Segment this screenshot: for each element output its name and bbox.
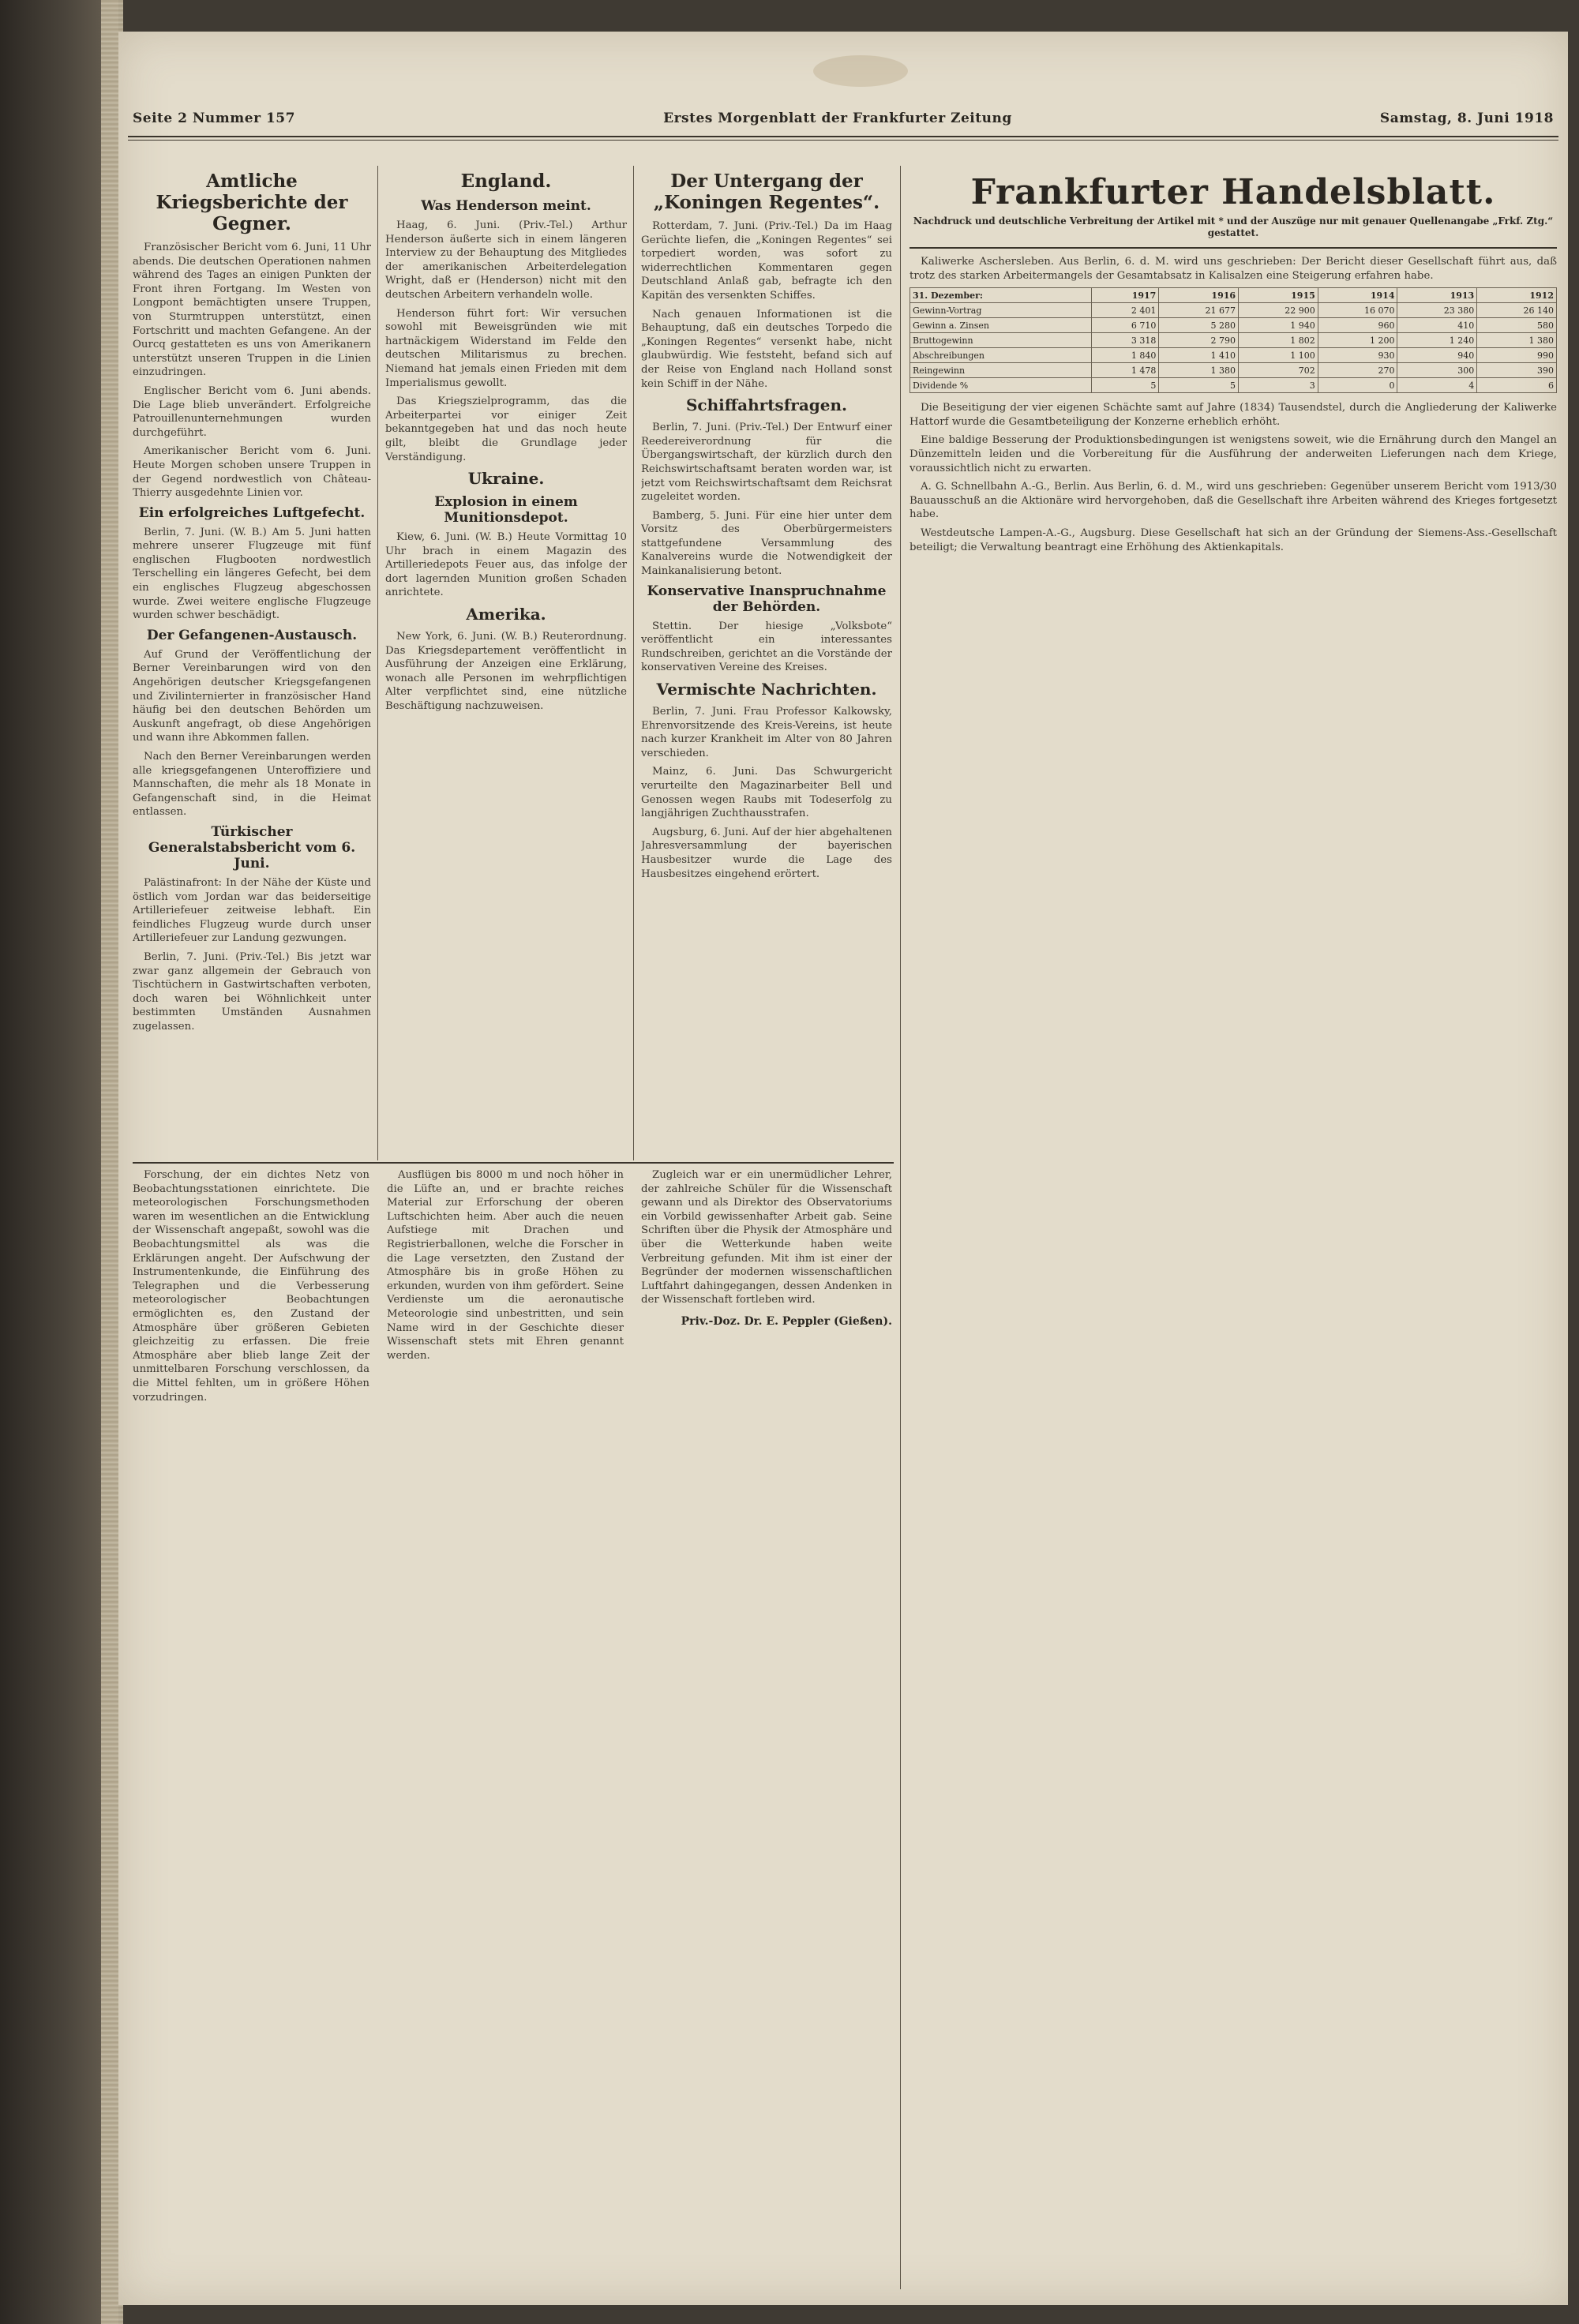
table-cell: Gewinn a. Zinsen xyxy=(910,318,1092,333)
article-paragraph: Forschung, der ein dichtes Netz von Beobachtungsstationen einrichtete. Die meteorologischen Forschungsmethoden waren im wesentlichen an die Entwicklung der Wissenschaft angepaßt, sowohl was die Beobachtungsmittel als was die Erklärungen angeht. Der Aufschwung der Instrumentenkunde, die Einführung des Telegraphen und die Verbesserung meteorologischer Beobachtungen ermöglichten es, den Zustand der Atmosphäre über größeren Gebieten gleichzeitig zu erfassen. Die freie Atmosphäre aber blieb lange Zeit der unmittelbaren Forschung verschlossen, da die Mittel fehlten, um in größere Höhen vorzudringen. xyxy=(133,1169,369,1404)
column-divider xyxy=(633,166,634,1160)
table-header-cell: 1916 xyxy=(1159,288,1239,303)
table-cell: 1 100 xyxy=(1239,348,1318,363)
table-header-cell: 1913 xyxy=(1397,288,1477,303)
subheading: Konservative Inanspruchnahme der Behörden. xyxy=(647,583,887,615)
article-paragraph: Kaliwerke Aschersleben. Aus Berlin, 6. d. M. wird uns geschrieben: Der Bericht dieser Gesellschaft führt aus, daß trotz des starken Arbeitermangels der Gesamtabsatz in Kalisalzen eine Steigerung erfahren habe. xyxy=(910,256,1557,282)
table-cell: 0 xyxy=(1318,378,1397,393)
table-cell: 6 xyxy=(1477,378,1557,393)
article-paragraph: Die Beseitigung der vier eigenen Schächte samt auf Jahre (1834) Tausendstel, durch die Angliederung der Kaliwerke Hattorf wurde die Gesamtbeteiligung der Konzerne erheblich erhöht. xyxy=(910,402,1557,428)
table-cell: 26 140 xyxy=(1477,303,1557,318)
table-cell: 580 xyxy=(1477,318,1557,333)
table-row xyxy=(910,378,1557,393)
table-cell: 1 802 xyxy=(1239,333,1318,348)
section-heading: Amtliche Kriegsberichte der Gegner. xyxy=(156,171,348,234)
section-heading: Vermischte Nachrichten. xyxy=(656,680,877,699)
table-row xyxy=(910,303,1557,318)
article-paragraph: Stettin. Der hiesige „Volksbote“ veröffentlicht ein interessantes Rundschreiben, gerichtet an die Vorstände der konservativen Vereine des Kreises. xyxy=(641,620,892,674)
masthead xyxy=(133,104,1554,133)
table-cell: 410 xyxy=(1397,318,1477,333)
section-heading: England. xyxy=(460,171,552,192)
column-divider xyxy=(900,166,901,2289)
masthead-rule xyxy=(128,136,1558,137)
subheading: Türkischer Generalstabsbericht vom 6. Juni. xyxy=(148,823,356,872)
table-cell: Reingewinn xyxy=(910,363,1092,378)
article-paragraph: Das Kriegszielprogramm, das die Arbeiterpartei vor einiger Zeit bekanntgegeben hat und das noch heute gilt, bleibt die Grundlage jeder Verständigung. xyxy=(385,395,627,463)
subheading: Was Henderson meint. xyxy=(421,198,591,214)
table-header-cell: 1914 xyxy=(1318,288,1397,303)
table-cell: 390 xyxy=(1477,363,1557,378)
table-cell: 1 840 xyxy=(1092,348,1159,363)
article-paragraph: Nach genauen Informationen ist die Behauptung, daß ein deutsches Torpedo die „Koningen Regentes“ versenkt habe, nicht glaubwürdig. Wie feststeht, befand sich auf der Reise von England nach Holland sonst kein Schiff in der Nähe. xyxy=(641,308,892,390)
table-cell: 1 380 xyxy=(1159,363,1239,378)
article-paragraph: Englischer Bericht vom 6. Juni abends. Die Lage blieb unverändert. Erfolgreiche Patrouillenunternehmungen wurden durchgeführt. xyxy=(133,384,371,439)
table-cell: 990 xyxy=(1477,348,1557,363)
table-header-cell: 1915 xyxy=(1239,288,1318,303)
article-paragraph: Kiew, 6. Juni. (W. B.) Heute Vormittag 10 Uhr brach in einem Magazin des Artilleriedepots Feuer aus, das infolge der dort lagernden Munition großen Schaden anrichtete. xyxy=(385,531,627,599)
table-cell: 2 401 xyxy=(1092,303,1159,318)
column-divider xyxy=(377,166,378,1160)
table-cell: 4 xyxy=(1397,378,1477,393)
section-heading: Ukraine. xyxy=(467,469,545,489)
table-cell: 702 xyxy=(1239,363,1318,378)
table-row xyxy=(910,348,1557,363)
article-paragraph: Berlin, 7. Juni. Frau Professor Kalkowsky, Ehrenvorsitzende des Kreis-Vereins, ist heute nach kurzer Krankheit im Alter von 80 Jahren verschieden. xyxy=(641,706,892,759)
article-paragraph: Augsburg, 6. Juni. Auf der hier abgehaltenen Jahresversammlung der bayerischen Hausbesitzer wurde die Lage des Hausbesitzes eingehend erörtert. xyxy=(641,826,892,880)
balance-table xyxy=(910,287,1557,393)
article-paragraph: Zugleich war er ein unermüdlicher Lehrer, der zahlreiche Schüler für die Wissenschaft gewann und als Direktor des Observatoriums ein Vorbild gewissenhafter Arbeit gab. Seine Schriften über die Physik der Atmosphäre und über die Wetterkunde haben weite Verbreitung gefunden. Mit ihm ist einer der Begründer der modernen wissenschaftlichen Luftfahrt dahingegangen, dessen Andenken in der Wissenschaft fortleben wird. xyxy=(641,1169,892,1306)
newspaper-page xyxy=(118,32,1568,2305)
table-cell: 1 380 xyxy=(1477,333,1557,348)
article-paragraph: Westdeutsche Lampen-A.-G., Augsburg. Diese Gesellschaft hat sich an der Gründung der Siemens-Ass.-Gesellschaft beteiligt; die Verwaltung beantragt eine Erhöhung des Aktienkapitals. xyxy=(910,527,1557,553)
column-1 xyxy=(133,166,371,1160)
table-row xyxy=(910,333,1557,348)
table-header-cell: 1912 xyxy=(1477,288,1557,303)
article-paragraph: Berlin, 7. Juni. (Priv.-Tel.) Bis jetzt war zwar ganz allgemein der Gebrauch von Tischtüchern in Gastwirtschaften verboten, doch waren bei Wöhnlichkeit unter bestimmten Umständen Ausnahmen zugelassen. xyxy=(133,950,371,1033)
stain xyxy=(813,55,908,87)
table-cell: 3 xyxy=(1239,378,1318,393)
table-cell: 3 318 xyxy=(1092,333,1159,348)
article-paragraph: Auf Grund der Veröffentlichung der Berner Vereinbarungen wird von den Angehörigen deutscher Kriegsgefangenen und Zivilinternierter in französischer Hand häufig bei den deutschen Behörden um Auskunft angefragt, ob diese Angehörigen und wann ihre Abkommen fallen. xyxy=(133,648,371,744)
title-rule xyxy=(910,247,1557,249)
masthead-right: Samstag, 8. Juni 1918 xyxy=(1379,111,1554,126)
article-paragraph: Berlin, 7. Juni. (W. B.) Am 5. Juni hatten mehrere unserer Flugzeuge mit fünf englischen Flugbooten nordwestlich Terschelling ein längeres Gefecht, bei dem ein englisches Flugzeug abgeschossen wurde. Zwei weitere englische Flugzeuge wurden schwer beschädigt. xyxy=(133,526,371,622)
table-cell: 5 xyxy=(1092,378,1159,393)
handelsblatt-title: Frankfurter Handelsblatt. xyxy=(970,172,1496,212)
article-paragraph: Berlin, 7. Juni. (Priv.-Tel.) Der Entwurf einer Reedereiverordnung für die Übergangswirtschaft, der kürzlich durch den Reichswirtschaftsamt beraten worden war, ist jetzt vom Reichswirtschaftsamt dem Reichsrat zugeleitet worden. xyxy=(641,422,892,504)
article-paragraph: Henderson führt fort: Wir versuchen sowohl mit Beweisgründen wie mit hartnäckigem Widerstand im Felde den deutschen Militarismus zu brechen. Niemand hat jemals einen Frieden mit dem Imperialismus gewollt. xyxy=(385,307,627,389)
table-header-row xyxy=(910,288,1557,303)
author-signature: Priv.-Doz. Dr. E. Peppler (Gießen). xyxy=(681,1314,892,1328)
reprint-notice: Nachdruck und deutschliche Verbreitung der Artikel mit * und der Auszüge nur mit genauer Quellenangabe „Frkf. Ztg.“ gestattet. xyxy=(913,216,1554,238)
table-cell: 5 xyxy=(1159,378,1239,393)
feuilleton-column-1 xyxy=(133,1168,369,2289)
table-cell: 1 940 xyxy=(1239,318,1318,333)
article-paragraph: Eine baldige Besserung der Produktionsbedingungen ist wenigstens soweit, wie die Ernährung durch den Mangel an Dünzemitteln leiden und die Vorbereitung für die Ausführung der anderweiten Lieferungen nach dem Kriege, voraussichtlich nicht zu erwarten. xyxy=(910,434,1557,474)
table-cell: 1 410 xyxy=(1159,348,1239,363)
table-row xyxy=(910,318,1557,333)
section-heading: Der Untergang der „Koningen Regentes“. xyxy=(653,171,880,213)
section-heading: Schiffahrtsfragen. xyxy=(685,395,848,415)
table-cell: 23 380 xyxy=(1397,303,1477,318)
subheading: Ein erfolgreiches Luftgefecht. xyxy=(138,504,366,521)
table-cell: Abschreibungen xyxy=(910,348,1092,363)
section-heading: Amerika. xyxy=(466,605,546,624)
table-cell: 5 280 xyxy=(1159,318,1239,333)
table-cell: 16 070 xyxy=(1318,303,1397,318)
article-paragraph: Amerikanischer Bericht vom 6. Juni. Heute Morgen schoben unsere Truppen in der Gegend nordwestlich von Château-Thierry ausgedehnte Linien vor. xyxy=(133,445,371,500)
table-cell: 270 xyxy=(1318,363,1397,378)
article-paragraph: Nach den Berner Vereinbarungen werden alle kriegsgefangenen Unteroffiziere und Mannschaften, die mehr als 18 Monate in Gefangenschaft sind, in die Heimat entlassen. xyxy=(133,751,371,819)
article-paragraph: Palästinafront: In der Nähe der Küste und östlich vom Jordan war das beiderseitige Artilleriefeuer zeitweise lebhaft. Ein feindliches Flugzeug wurde durch unser Artilleriefeuer zur Landung gezwungen. xyxy=(133,876,371,945)
feuilleton-column-3 xyxy=(641,1168,892,2289)
table-header-cell: 1917 xyxy=(1092,288,1159,303)
column-4-handelsblatt xyxy=(910,166,1557,2289)
column-2 xyxy=(385,166,627,1160)
table-cell: 22 900 xyxy=(1239,303,1318,318)
article-paragraph: Rotterdam, 7. Juni. (Priv.-Tel.) Da im Haag Gerüchte liefen, die „Koningen Regentes“ sei torpediert worden, was sofort zu widerrechtlichen Kommentaren gegen Deutschland Anlaß gab, befragte ich den Kapitän des versenkten Schiffes. xyxy=(641,220,892,302)
table-row xyxy=(910,363,1557,378)
table-cell: 2 790 xyxy=(1159,333,1239,348)
table-cell: 1 240 xyxy=(1397,333,1477,348)
article-paragraph: Bamberg, 5. Juni. Für eine hier unter dem Vorsitz des Oberbürgermeisters stattgefundene Versammlung des Kanalvereins wurde die Notwendigkeit der Mainkanalisierung betont. xyxy=(641,509,892,578)
table-cell: 960 xyxy=(1318,318,1397,333)
table-cell: 6 710 xyxy=(1092,318,1159,333)
article-paragraph: New York, 6. Juni. (W. B.) Reuterordnung. Das Kriegsdepartement veröffentlicht in Ausführung der Anzeigen eine Erklärung, wonach alle Personen im wehrpflichtigen Alter verpflichtet sind, eine nützliche Beschäftigung nachzuweisen. xyxy=(385,631,627,713)
feuilleton-rule xyxy=(133,1162,894,1164)
subheading: Der Gefangenen-Austausch. xyxy=(146,627,358,643)
masthead-center: Erstes Morgenblatt der Frankfurter Zeitung xyxy=(663,111,1012,126)
table-body xyxy=(910,303,1557,393)
article-paragraph: A. G. Schnellbahn A.-G., Berlin. Aus Berlin, 6. d. M., wird uns geschrieben: Gegenüber unserem Bericht vom 1913/30 Bauausschuß an die Aktionäre wird hervorgehoben, daß die Gesellschaft ihre Arbeiten während des Krieges fortgesetzt habe. xyxy=(910,481,1557,521)
masthead-rule-thin xyxy=(128,140,1558,141)
table-cell: Dividende % xyxy=(910,378,1092,393)
table-cell: 1 478 xyxy=(1092,363,1159,378)
table-cell: 930 xyxy=(1318,348,1397,363)
table-cell: 1 200 xyxy=(1318,333,1397,348)
article-paragraph: Ausflügen bis 8000 m und noch höher in die Lüfte an, und er brachte reiches Material zur Erforschung der oberen Luftschichten heim. Aber auch die neuen Aufstiege mit Drachen und Registrierballonen, welche die Forscher in die Lage versetzten, den Zustand der Atmosphäre bis in große Höhen zu erkunden, wurden von ihm gefördert. Seine Verdienste um die aeronautische Meteorologie sind unbestritten, und sein Name wird in der Geschichte dieser Wissenschaft stets mit Ehren genannt werden. xyxy=(387,1169,624,1362)
table-cell: 940 xyxy=(1397,348,1477,363)
feuilleton xyxy=(133,1168,894,2289)
subheading: Explosion in einem Munitionsdepot. xyxy=(434,494,578,527)
table-cell: 300 xyxy=(1397,363,1477,378)
masthead-left: Seite 2 Nummer 157 xyxy=(133,111,295,126)
table-cell: 21 677 xyxy=(1159,303,1239,318)
article-paragraph: Haag, 6. Juni. (Priv.-Tel.) Arthur Henderson äußerte sich in einem längeren Interview zu der Behauptung des Mitgliedes der amerikanischen Arbeiterdelegation Wright, daß er (Henderson) nicht mit den deutschen Arbeitern verhandeln wolle. xyxy=(385,219,627,301)
table-cell: Gewinn-Vortrag xyxy=(910,303,1092,318)
table-header-cell: 31. Dezember: xyxy=(910,288,1092,303)
table-cell: Bruttogewinn xyxy=(910,333,1092,348)
article-paragraph: Mainz, 6. Juni. Das Schwurgericht verurteilte den Magazinarbeiter Bell und Genossen wegen Raubs mit Todeserfolg zu langjährigen Zuchthausstrafen. xyxy=(641,766,892,820)
feuilleton-column-2 xyxy=(387,1168,624,2289)
article-paragraph: Französischer Bericht vom 6. Juni, 11 Uhr abends. Die deutschen Operationen nahmen während des Tages an einigen Punkten der Front ihren Fortgang. Im Westen von Longpont bemächtigten unsere Truppen, von Sturmtruppen unterstützt, einen Fortschritt und machten Gefangene. An der Ourcq gestatteten es uns von Amerikanern unterstützt unseren Truppen in die Linien einzudringen. xyxy=(133,242,371,379)
